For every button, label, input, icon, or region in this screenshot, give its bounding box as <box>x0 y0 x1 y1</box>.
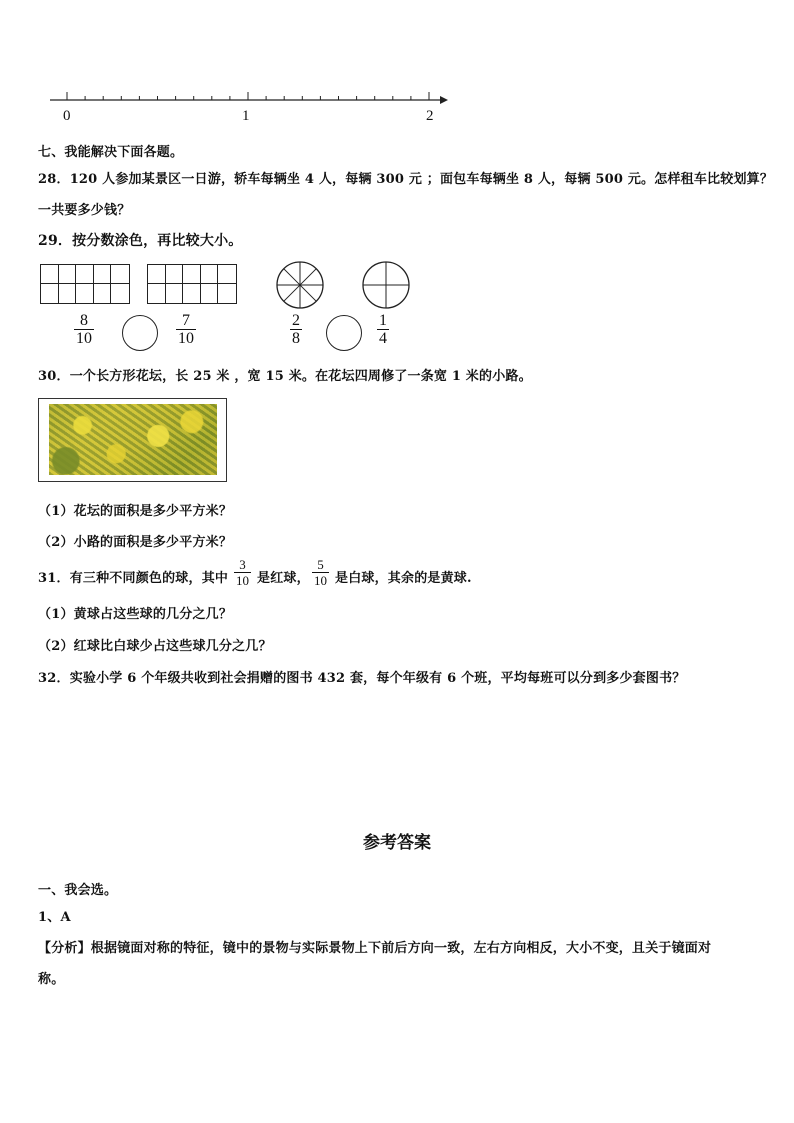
circle-quarters[interactable] <box>361 260 411 310</box>
answer-item-1: 1、A <box>38 910 71 925</box>
q28-line1: 28．120 人参加某景区一日游，轿车每辆坐 4 人，每辆 300 元 ；面包车每辆坐 8 人，每辆 500 元。怎样租车比较划算？ <box>38 172 774 187</box>
fraction-denominator: 8 <box>292 330 300 347</box>
circle-eighths[interactable] <box>275 260 325 310</box>
q30-sub2: （2）小路的面积是多少平方米？ <box>38 535 233 550</box>
q31-prefix: 31．有三种不同颜色的球，其中 <box>38 571 229 586</box>
fraction-numerator: 1 <box>379 312 387 329</box>
fraction-numerator: 8 <box>80 312 88 329</box>
fraction-numerator: 5 <box>317 557 324 572</box>
answers-heading: 参考答案 <box>363 833 431 853</box>
fraction-numerator: 3 <box>239 557 246 572</box>
fraction-7-10 <box>176 312 196 347</box>
number-line-label-1: 1 <box>242 108 250 124</box>
q31-suffix: 是白球，其余的是黄球. <box>335 571 472 586</box>
number-line-label-0: 0 <box>63 108 71 124</box>
grid-sevenths-of-ten[interactable] <box>147 264 237 304</box>
fraction-denominator: 10 <box>314 573 327 588</box>
q31-fraction-5-10 <box>312 557 329 588</box>
q31-sub1: （1）黄球占这些球的几分之几？ <box>38 607 233 622</box>
fraction-denominator: 10 <box>76 330 92 347</box>
q30-sub1: （1）花坛的面积是多少平方米？ <box>38 504 233 519</box>
fraction-1-4 <box>377 312 389 347</box>
fraction-2-8 <box>290 312 302 347</box>
compare-circle-1[interactable] <box>122 315 158 351</box>
q31-fraction-3-10 <box>234 557 251 588</box>
analysis-line1: 【分析】根据镜面对称的特征，镜中的景物与实际景物上下前后方向一致，左右方向相反，大小不变，且关于镜面对 <box>38 941 712 956</box>
fraction-8-10 <box>74 312 94 347</box>
grid-eighths-of-ten[interactable] <box>40 264 130 304</box>
q31-mid: 是红球， <box>257 571 310 586</box>
answers-section-1: 一、我会选。 <box>38 883 118 898</box>
fraction-denominator: 10 <box>178 330 194 347</box>
fraction-denominator: 4 <box>379 330 387 347</box>
q32-text: 32．实验小学 6 个年级共收到社会捐赠的图书 432 套，每个年级有 6 个班，平均每班可以分到多少套图书？ <box>38 671 686 686</box>
fraction-numerator: 2 <box>292 312 300 329</box>
q31-sub2: （2）红球比白球少占这些球几分之几？ <box>38 639 272 654</box>
fraction-numerator: 7 <box>182 312 190 329</box>
q30-title: 30．一个长方形花坛，长 25 米 ，宽 15 米。在花坛四周修了一条宽 1 米的小路。 <box>38 369 532 384</box>
q28-line2: 一共要多少钱？ <box>38 203 131 218</box>
q29-title: 29．按分数涂色，再比较大小。 <box>38 233 243 249</box>
number-line <box>50 90 450 110</box>
number-line-label-2: 2 <box>426 108 434 124</box>
fraction-denominator: 10 <box>236 573 249 588</box>
analysis-line2: 称。 <box>38 972 65 987</box>
compare-circle-2[interactable] <box>326 315 362 351</box>
section-7-title: 七、我能解决下面各题。 <box>38 145 184 160</box>
flower-bed-image <box>38 398 227 482</box>
